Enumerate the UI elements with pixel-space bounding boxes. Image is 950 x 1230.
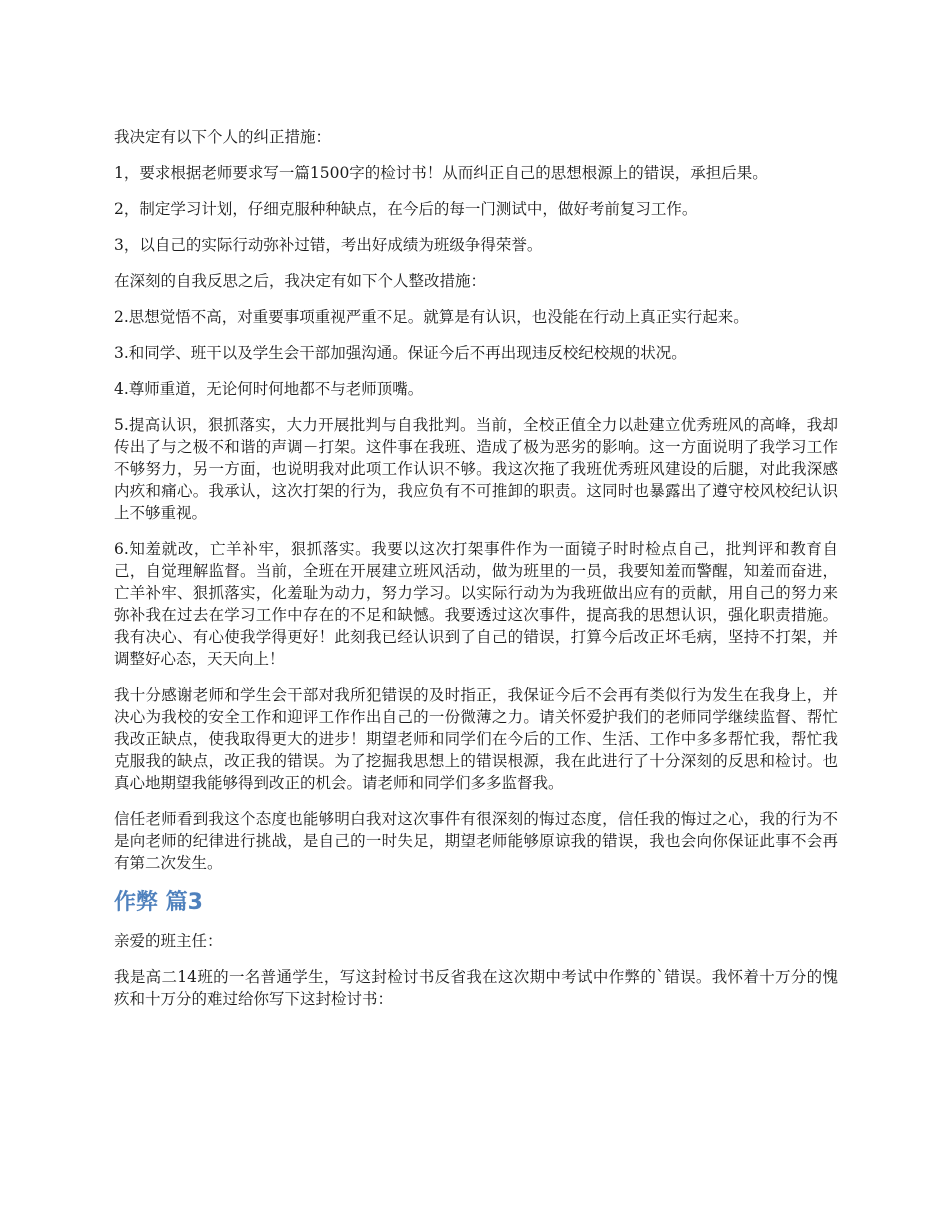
paragraph-salutation: 亲爱的班主任： (114, 932, 223, 950)
document-page (114, 126, 838, 1024)
paragraph-rectify-6: 6.知羞就改，亡羊补牢，狠抓落实。我要以这次打架事件作为一面镜子时时检点自己，批判评和教育自己，自觉理解监督。当前，全班在开展建立班风活动，做为班里的一员，我要知羞而警醒，知羞而奋进，亡羊补牢、狠抓落实，化羞耻为动力，努力学习。以实际行动为为我班做出应有的贡献，用自己的努力来弥补我在过去在学习工作中存在的不足和缺憾。我要透过这次事件，提高我的思想认识，强化职责措施。我有决心、有心使我学得更好！此刻我已经认识到了自己的错误，打算今后改正坏毛病，坚持不打架，并调整好心态，天天向上！ (114, 540, 838, 668)
paragraph-thanks: 我十分感谢老师和学生会干部对我所犯错误的及时指正，我保证今后不会再有类似行为发生在我身上，并决心为我校的安全工作和迎评工作作出自己的一份微薄之力。请关怀爱护我们的老师同学继续监督、帮忙我改正缺点，使我取得更大的进步！期望老师和同学们在今后的工作、生活、工作中多多帮忙我，帮忙我克服我的缺点，改正我的错误。为了挖掘我思想上的错误根源，我在此进行了十分深刻的反思和检讨。也真心地期望我能够得到改正的机会。请老师和同学们多多监督我。 (114, 686, 838, 792)
paragraph-rectify-4: 4.尊师重道，无论何时何地都不与老师顶嘴。 (114, 380, 424, 398)
paragraph-rectify-5: 5.提高认识，狠抓落实，大力开展批判与自我批判。当前，全校正值全力以赴建立优秀班风的高峰，我却传出了与之极不和谐的声调－打架。这件事在我班、造成了极为恶劣的影响。这一方面说明了我学习工作不够努力，另一方面，也说明我对此项工作认识不够。我这次拖了我班优秀班风建设的后腿，对此我深感内疚和痛心。我承认，这次打架的行为，我应负有不可推卸的职责。这同时也暴露出了遵守校风校纪认识上不够重视。 (114, 416, 838, 522)
section-heading: 作弊 篇3 (114, 890, 203, 915)
paragraph-intro: 我决定有以下个人的纠正措施： (114, 128, 332, 146)
paragraph-rectify-2: 2.思想觉悟不高，对重要事项重视严重不足。就算是有认识，也没能在行动上真正实行起来。 (114, 308, 749, 326)
paragraph-letter-opening: 我是高二14班的一名普通学生，写这封检讨书反省我在这次期中考试中作弊的`错误。我怀着十万分的愧疚和十万分的难过给你写下这封检讨书： (114, 968, 838, 1008)
paragraph-rectify-3: 3.和同学、班干以及学生会干部加强沟通。保证今后不再出现违反校纪校规的状况。 (114, 344, 687, 362)
paragraph-closing: 信任老师看到我这个态度也能够明白我对这次事件有很深刻的悔过态度，信任我的悔过之心，我的行为不是向老师的纪律进行挑战，是自己的一时失足，期望老师能够原谅我的错误，我也会向你保证此事不会再有第二次发生。 (114, 810, 838, 872)
paragraph-reflection-intro: 在深刻的自我反思之后，我决定有如下个人整改措施： (114, 272, 487, 290)
paragraph-measure-2: 2，制定学习计划，仔细克服种种缺点，在今后的每一门测试中，做好考前复习工作。 (114, 200, 698, 218)
paragraph-measure-1: 1，要求根据老师要求写一篇1500字的检讨书！从而纠正自己的思想根源上的错误，承担后果。 (114, 164, 768, 182)
paragraph-measure-3: 3，以自己的实际行动弥补过错，考出好成绩为班级争得荣誉。 (114, 236, 543, 254)
